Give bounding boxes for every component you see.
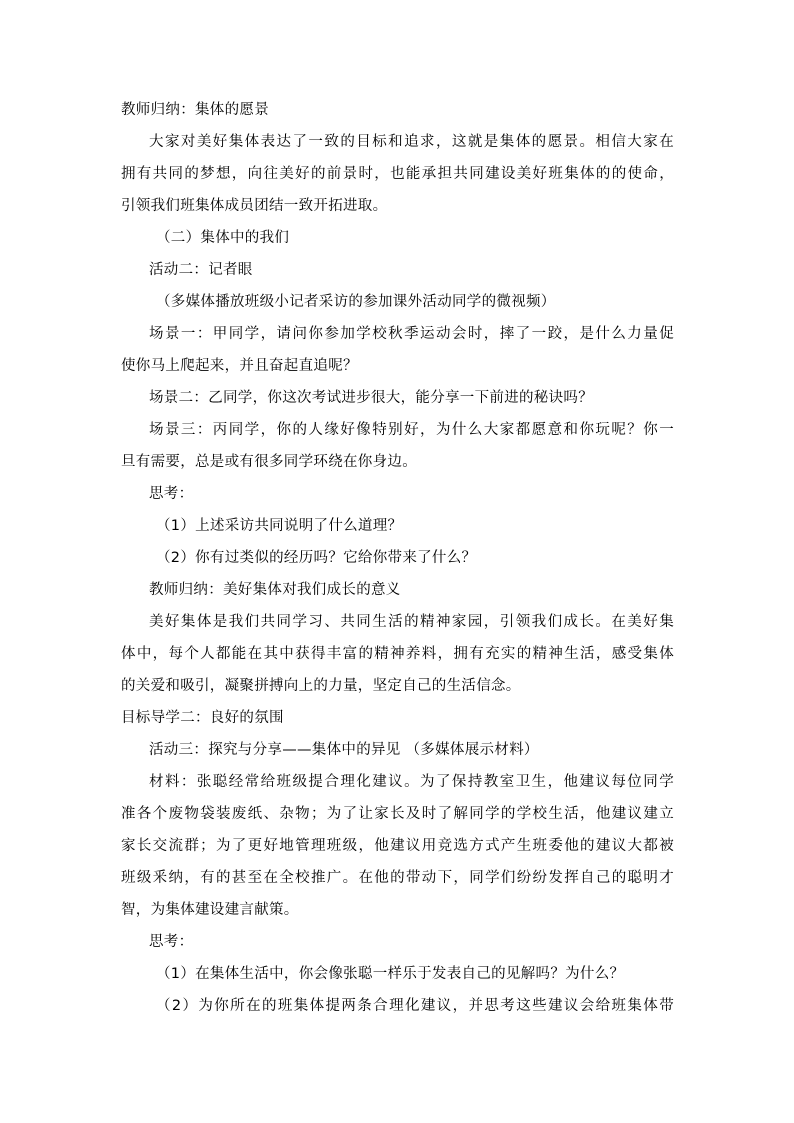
text-line: 活动二：记者眼 (149, 262, 253, 278)
text-line: 思考： (149, 486, 194, 502)
text-line: （多媒体播放班级小记者采访的参加课外活动同学的微视频） (156, 294, 556, 310)
text-line: 使你马上爬起来，并且奋起直追呢？ (121, 358, 358, 374)
section-heading: （二）集体中的我们 (156, 230, 290, 246)
text-line: （2）你有过类似的经历吗？它给你带来了什么？ (156, 550, 477, 566)
text-line: 教师归纳：美好集体对我们成长的意义 (149, 582, 401, 598)
text-line: 思考： (149, 934, 194, 950)
text-line: 引领我们班集体成员团结一致开拓进取。 (121, 198, 388, 214)
text-line: 准各个废物袋装废纸、杂物；为了让家长及时了解同学的学校生活，他建议建立 (121, 806, 674, 822)
text-line: （1）在集体生活中，你会像张聪一样乐于发表自己的见解吗？为什么？ (156, 966, 625, 982)
text-line: 智，为集体建设建言献策。 (121, 902, 299, 918)
text-line: 场景三：丙同学，你的人缘好像特别好，为什么大家都愿意和你玩呢？你一 (149, 422, 674, 438)
section-heading: 目标导学二：良好的氛围 (121, 710, 284, 726)
text-line: 场景二：乙同学，你这次考试进步很大，能分享一下前进的秘诀吗？ (149, 390, 593, 406)
text-line: （2）为你所在的班集体提两条合理化建议，并思考这些建议会给班集体带 (156, 998, 674, 1014)
text-line: 体中，每个人都能在其中获得丰富的精神养料，拥有充实的精神生活，感受集体 (121, 646, 674, 662)
text-line: 拥有共同的梦想，向往美好的前景时，也能承担共同建设美好班集体的的使命， (121, 166, 674, 182)
text-line: 班级釆纳，有的甚至在全校推广。在他的带动下，同学们纷纷发挥自己的聪明才 (121, 870, 674, 886)
text-line: （1）上述采访共同说明了什么道理？ (156, 518, 403, 534)
text-line: 活动三：探究与分享——集体中的异见 （多媒体展示材料） (149, 742, 539, 758)
text-line: 家长交流群；为了更好地管理班级，他建议用竞选方式产生班委他的建议大都被 (121, 838, 674, 854)
text-line: 教师归纳：集体的愿景 (121, 102, 269, 118)
text-line: 材料：张聪经常给班级提合理化建议。为了保持教室卫生，他建议每位同学 (149, 774, 674, 790)
text-line: 美好集体是我们共同学习、共同生活的精神家园，引领我们成长。在美好集 (149, 614, 674, 630)
text-line: 大家对美好集体表达了一致的目标和追求，这就是集体的愿景。相信大家在 (149, 134, 674, 150)
text-line: 旦有需要，总是或有很多同学环绕在你身边。 (121, 454, 417, 470)
text-line: 的关爱和吸引，凝聚拼搏向上的力量，坚定自己的生活信念。 (121, 678, 521, 694)
text-line: 场景一：甲同学，请问你参加学校秋季运动会时，摔了一跤，是什么力量促 (149, 326, 674, 342)
